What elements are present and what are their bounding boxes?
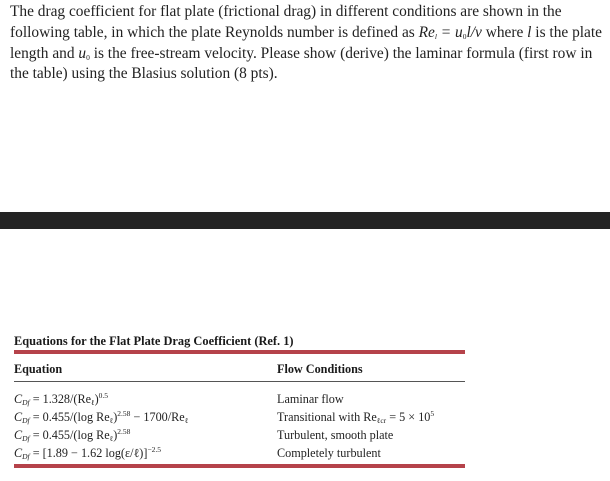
flow-condition: Completely turbulent [277,446,381,460]
drag-equation: $C_{Df} = 0.455/(\log$ $Re_\ell)^{2.58}$ [14,427,131,443]
table-caption: Equations for the Flat Plate Drag Coefficient (Ref. 1) [14,334,294,348]
table-body [14,390,466,462]
table-row [14,426,466,444]
drag-equation: $C_{Df} = 1.328/(Re_\ell)^{0.5}$ [14,391,109,407]
column-header-flow-conditions: Flow Conditions [277,362,363,376]
table-row [14,408,466,426]
flow-condition: Laminar flow [277,392,344,406]
table-row [14,444,466,462]
flow-condition: Transitional with $Re_{\ell cr} = 5 \times 10^5$ [277,409,435,425]
drag-equation: $C_{Df} = 0.455/(\log$ $Re_\ell)^{2.58} - 1700/Re_\ell$ [14,409,189,425]
column-header-equation: Equation [14,362,63,376]
table-row [14,390,466,408]
drag-equation: $C_{Df} = [1.89 - 1.62$ log(ε/ℓ)]$^{-2.5}$ [14,445,162,461]
table-bottom-rule [14,464,465,468]
header-divider [14,381,465,382]
table-top-rule [14,350,465,354]
flow-condition: Turbulent, smooth plate [277,428,394,442]
question-text: The drag coefficient for flat plate (frictional drag) in different conditions are shown in the following table, in which the plate Reynolds number is defined as $Re_l = u_0l/v$ where l is the plate length and $u_0$ is the free-stream velocity. Please show (derive) the laminar formula (first row in the table) using the Blasius solution (8 pts). [10,3,602,83]
screenshot-divider-band [0,212,610,229]
